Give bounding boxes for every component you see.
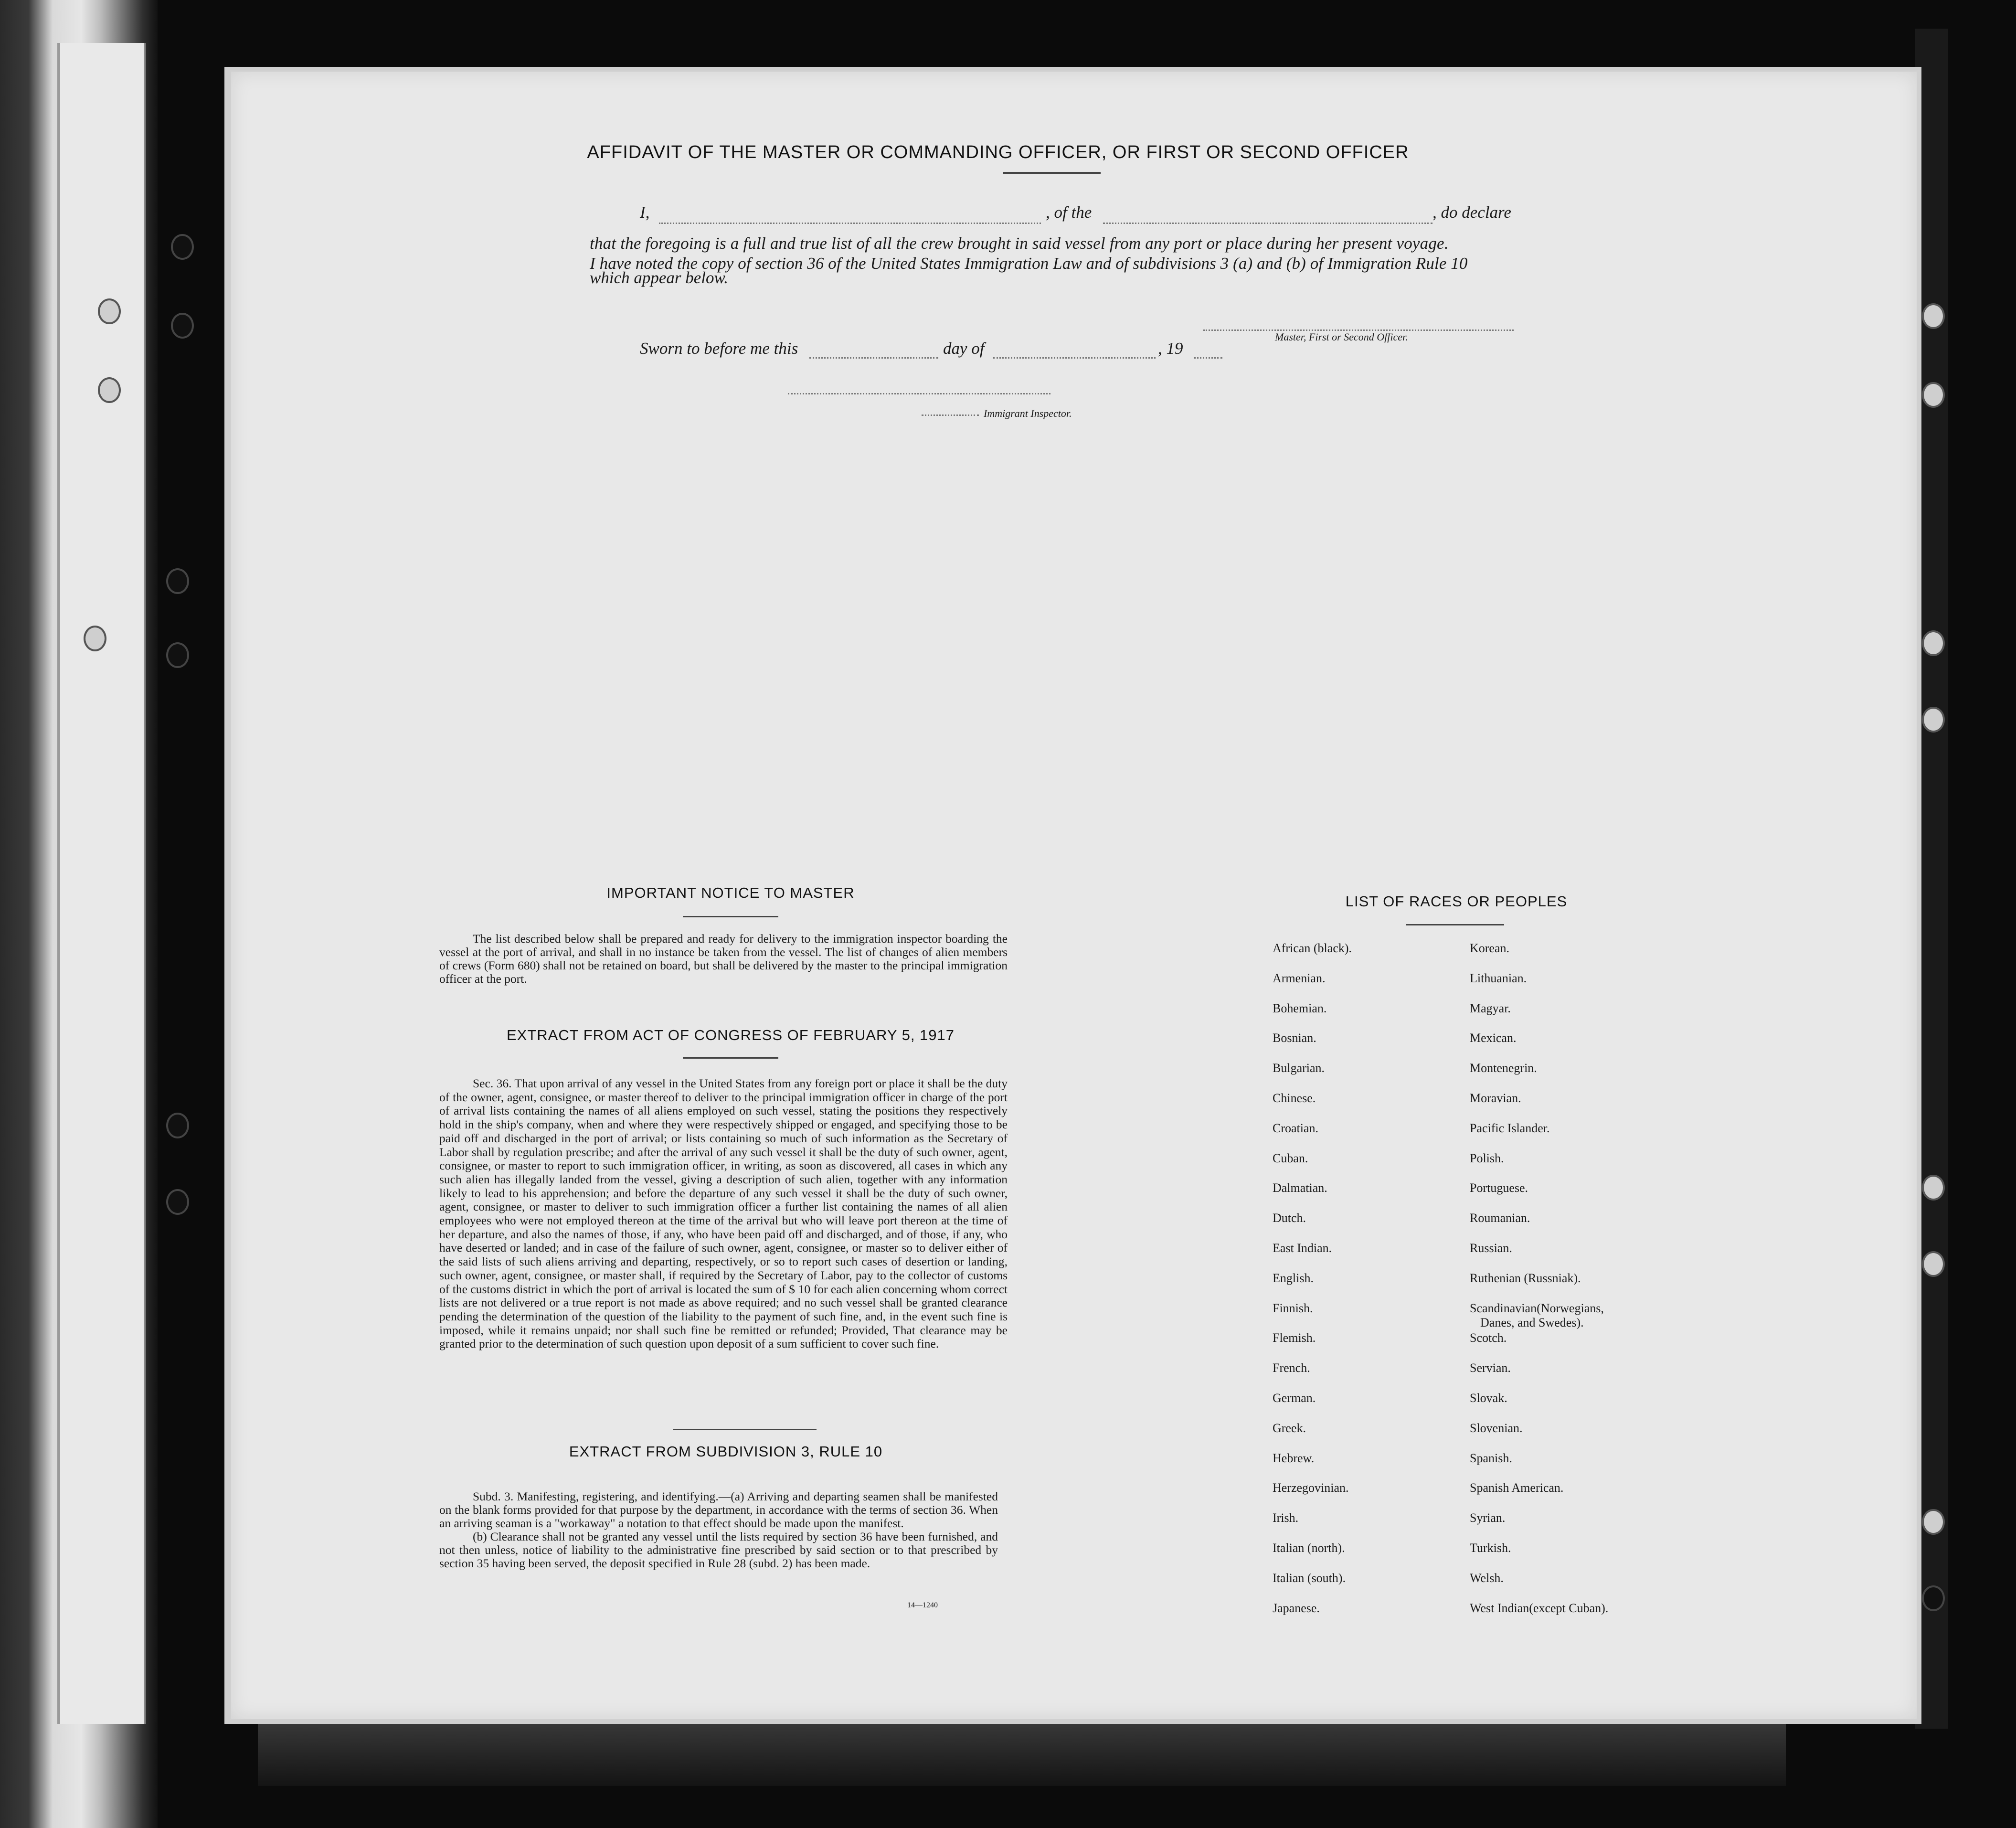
affidavit-of-the: , of the [1046,203,1092,222]
race-item: Syrian. [1470,1511,1506,1525]
race-item: Dalmatian. [1273,1181,1327,1195]
race-item: French. [1273,1361,1310,1375]
race-item: Korean. [1470,941,1510,955]
act-text [439,1077,1008,1351]
race-item: Moravian. [1470,1091,1521,1105]
race-item: Polish. [1470,1151,1504,1165]
race-item: Turkish. [1470,1541,1511,1555]
notice-text [439,932,1008,986]
race-item: Danes, and Swedes). [1480,1315,1584,1329]
binder-hole [1922,382,1945,408]
race-item: Chinese. [1273,1091,1316,1105]
binder-edge [0,0,158,1828]
rule-paragraph-b: (b) Clearance shall not be granted any vessel until the lists required by section 36 have been furnished, and not then unless, notice of liability to the administrative fine prescribed by said section or to that prescribed by section 35 having been served, the deposit specified in Rule 28 (subd. 2) has been made. [439,1530,998,1570]
inspector-label: Immigrant Inspector. [984,407,1072,419]
rule-text [439,1490,998,1570]
notice-paragraph: The list described below shall be prepared and ready for delivery to the immigration inspector boarding the vessel at the port of arrival, and shall in no instance be taken from the vessel. The list of changes of alien members of crews (Form 680) shall not be retained on board, but shall be delivered by the master to the principal immigration officer at the port. [439,932,1008,986]
binder-hole [98,298,121,324]
race-item: African (black). [1273,941,1352,955]
act-heading: EXTRACT FROM ACT OF CONGRESS OF FEBRUARY 5, 1917 [506,1027,955,1043]
binder-hole [166,1189,189,1215]
race-item: Welsh. [1470,1571,1504,1585]
race-item: Magyar. [1470,1001,1511,1015]
rule-heading: EXTRACT FROM SUBDIVISION 3, RULE 10 [569,1443,883,1460]
binder-strip [57,43,146,1724]
race-item: Pacific Islander. [1470,1121,1550,1135]
binder-hole [1922,1585,1945,1611]
day-of-label: day of [943,339,985,358]
binder-hole [1922,630,1945,656]
page-stack-shadow [258,1719,1786,1786]
race-item: Greek. [1273,1421,1306,1435]
race-item: Servian. [1470,1361,1511,1375]
races-left-column [1273,942,1352,1631]
title-underline [1003,172,1101,174]
race-item: Scandinavian(Norwegians, [1470,1301,1604,1315]
race-item: Herzegovinian. [1273,1481,1349,1495]
binder-hole [171,313,194,339]
notice-underline [683,916,778,917]
binder-hole [1922,303,1945,329]
inspector-signature-line [788,393,1050,394]
year-label: , 19 [1158,339,1183,358]
affidavit-do-declare: , do declare [1432,203,1511,222]
race-item: Lithuanian. [1470,971,1527,985]
races-heading: LIST OF RACES OR PEOPLES [1345,893,1568,910]
race-item: Spanish. [1470,1451,1512,1465]
affidavit-line-3: I have noted the copy of section 36 of the United States Immigration Law and of subdivisions 3 (a) and (b) of Immigration Rule 10 [590,254,1468,273]
affidavit-line-4: which appear below. [590,268,729,287]
year-blank [1194,357,1222,359]
race-item: East Indian. [1273,1241,1332,1255]
sworn-label: Sworn to before me this [640,339,798,358]
act-end-rule [673,1429,817,1430]
notice-heading: IMPORTANT NOTICE TO MASTER [606,884,855,901]
race-item: Bosnian. [1273,1031,1316,1045]
race-item: Bohemian. [1273,1001,1327,1015]
affidavit-i-label: I, [640,203,650,222]
binder-hole [1922,1175,1945,1201]
inspector-lead-line [922,414,979,416]
race-item: Italian (south). [1273,1571,1346,1585]
race-item: Montenegrin. [1470,1061,1537,1075]
affidavit-line-2: that the foregoing is a full and true list of all the crew brought in said vessel from any port or place during her present voyage. [590,234,1449,253]
binder-hole [1922,1509,1945,1535]
race-item: Portuguese. [1470,1181,1528,1195]
races-right-column [1470,942,1608,1631]
binder-hole [166,568,189,594]
race-item: Bulgarian. [1273,1061,1325,1075]
race-item: Russian. [1470,1241,1512,1255]
sworn-month-blank [993,357,1156,359]
race-item: Dutch. [1273,1211,1306,1225]
binder-hole [98,377,121,403]
binder-hole [84,626,106,651]
race-item: Flemish. [1273,1331,1316,1345]
race-item: Irish. [1273,1511,1299,1525]
race-item: West Indian(except Cuban). [1470,1601,1609,1615]
race-item: Italian (north). [1273,1541,1345,1555]
binder-hole [1922,707,1945,733]
race-item: Japanese. [1273,1601,1320,1615]
race-item: Finnish. [1273,1301,1313,1315]
master-signature-label: Master, First or Second Officer. [1275,331,1408,343]
races-underline [1406,924,1504,925]
binder-hole [1922,1251,1945,1277]
race-item: Slovenian. [1470,1421,1523,1435]
rule-paragraph-a: Subd. 3. Manifesting, registering, and identifying.—(a) Arriving and departing seamen shall be manifested on the blank forms provided for that purpose by the department, in accordance with the terms of section 36. When an arriving seaman is a "workaway" a notation to that effect should be made upon the manifest. [439,1489,998,1530]
race-item: German. [1273,1391,1316,1405]
affidavit-title: AFFIDAVIT OF THE MASTER OR COMMANDING OFFICER, OR FIRST OR SECOND OFFICER [587,142,1409,162]
form-folio: 14—1240 [907,1601,938,1609]
name-blank-line [659,223,1041,224]
race-item: Spanish American. [1470,1481,1564,1495]
act-paragraph: Sec. 36. That upon arrival of any vessel in the United States from any foreign port or place it shall be the duty of the owner, agent, consignee, or master thereof to deliver to the principal immigration officer in charge of the port of arrival lists containing the names of all aliens employed on such vessel, stating the positions they respectively hold in the ship's company, when and where they were respectively shipped or engaged, and specifying those to be paid off and discharged in the port of arrival; or lists containing so much of such information as the Secretary of Labor shall by regulation prescribe; and after the arrival of any such vessel it shall be the duty of such owner, agent, consignee, or master to report to such immigration officer, in writing, as soon as discovered, all cases in which any such alien has illegally landed from the vessel, giving a description of such alien, together with any information likely to lead to his apprehension; and before the departure of any such vessel it shall be the duty of such owner, agent, consignee, or master to deliver to such immigration officer a further list containing the names of all alien employees who were not employed thereon at the time of the arrival but who will leave port thereon at the time of her departure, and also the names of those, if any, who have been paid off and discharged, and of those, if any, who have deserted or landed; and in case of the failure of such owner, agent, consignee, or master so to deliver either of the said lists of such aliens arriving and departing, respectively, or so to report such cases of desertion or landing, such owner, agent, consignee, or master shall, if required by the Secretary of Labor, pay to the collector of customs of the customs district in which the port of arrival is located the sum of $ 10 for each alien concerning whom correct lists are not delivered or a true report is not made as above required; and no such vessel shall be granted clearance pending the determination of the question of the liability to the payment of such fine, and, in the event such fine is imposed, while it remains unpaid; nor shall such fine be remitted or refunded; Provided, That clearance may be granted prior to the determination of such question upon deposit of a sum sufficient to cover such fine. [439,1076,1008,1351]
race-item: Hebrew. [1273,1451,1315,1465]
race-item: English. [1273,1271,1314,1285]
binder-hole [166,642,189,668]
binder-hole [166,1113,189,1138]
race-item: Scotch. [1470,1331,1507,1345]
race-item: Slovak. [1470,1391,1507,1405]
binder-hole [171,234,194,260]
race-item: Armenian. [1273,971,1326,985]
race-item: Cuban. [1273,1151,1308,1165]
vessel-blank-line [1103,223,1432,224]
sworn-day-blank [809,357,938,359]
race-item: Ruthenian (Russniak). [1470,1271,1581,1285]
race-item: Roumanian. [1470,1211,1530,1225]
race-item: Croatian. [1273,1121,1319,1135]
document-page [224,67,1921,1724]
race-item: Mexican. [1470,1031,1517,1045]
act-underline [683,1057,778,1059]
